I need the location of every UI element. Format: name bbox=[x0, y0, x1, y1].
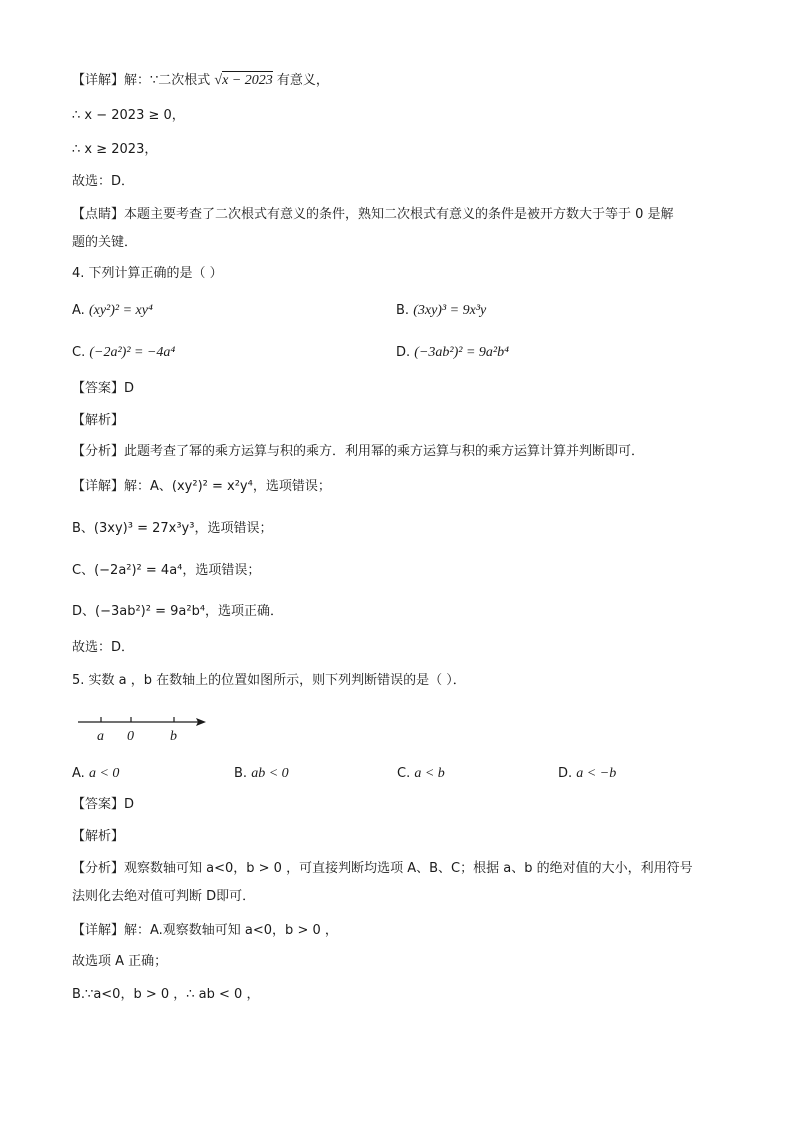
q4-option-d bbox=[396, 344, 509, 362]
sqrt-expression: √x − 2023 bbox=[214, 73, 273, 88]
q4-choice: 故选：D． bbox=[72, 640, 135, 655]
question-5-stem: 5. 实数 a ，b 在数轴上的位置如图所示，则下列判断错误的是（ ）． bbox=[72, 673, 466, 688]
q5-analysis-line-1: 【分析】观察数轴可知 a<0，b > 0 ，可直接判断均选项 A、B、C；根据 a、b 的绝对值的大小，利用符号 bbox=[72, 861, 693, 876]
option-expr: ab < 0 bbox=[251, 766, 289, 781]
step-line-1: ∴ x − 2023 ≥ 0， bbox=[72, 108, 185, 123]
option-expr: (−3ab²)² = 9a²b⁴ bbox=[414, 345, 509, 360]
option-expr: a < b bbox=[414, 766, 445, 781]
q5-analysis-heading: 【解析】 bbox=[72, 829, 125, 844]
option-expr: a < 0 bbox=[88, 766, 120, 781]
q5-option-b bbox=[234, 765, 289, 783]
label-a: a bbox=[97, 729, 104, 744]
q5-answer: 【答案】D bbox=[72, 797, 135, 812]
q5-detail-a-conclusion: 故选项 A 正确； bbox=[72, 954, 168, 969]
q5-option-a bbox=[72, 765, 119, 783]
radicand: x − 2023 bbox=[222, 73, 273, 88]
detail-text: 【详解】解：∵二次根式 bbox=[72, 73, 211, 88]
q5-analysis-line-2: 法则化去绝对值可判断 D即可． bbox=[72, 889, 256, 904]
q4-detail-c: C、(−2a²)² = 4a⁴，选项错误； bbox=[72, 563, 261, 578]
q5-option-d bbox=[558, 765, 616, 783]
option-label: B. bbox=[396, 303, 410, 318]
question-4-stem: 4. 下列计算正确的是（ ） bbox=[72, 266, 223, 281]
q4-detail-d: D、(−3ab²)² = 9a²b⁴，选项正确． bbox=[72, 604, 284, 619]
q5-detail-a: 【详解】解：A.观察数轴可知 a<0，b > 0 ， bbox=[72, 923, 338, 938]
step-line-2: ∴ x ≥ 2023， bbox=[72, 142, 158, 157]
number-line-figure bbox=[72, 710, 222, 746]
q5-detail-b: B.∵a<0，b > 0 ，∴ ab < 0 ， bbox=[72, 987, 260, 1002]
option-label: A. bbox=[72, 303, 85, 318]
option-label: B. bbox=[234, 766, 248, 781]
comment-line-1: 【点睛】本题主要考查了二次根式有意义的条件，熟知二次根式有意义的条件是被开方数大于等于 0 是解 bbox=[72, 207, 674, 222]
option-expr: (3xy)³ = 9x³y bbox=[413, 303, 487, 318]
q5-option-c bbox=[397, 765, 445, 783]
option-label: D. bbox=[558, 766, 573, 781]
q4-option-a bbox=[72, 302, 153, 320]
q4-detail-a: 【详解】解：A、(xy²)² = x²y⁴，选项错误； bbox=[72, 479, 331, 494]
label-zero: 0 bbox=[127, 729, 134, 744]
detail-line-1 bbox=[72, 72, 329, 90]
q4-analysis-heading: 【解析】 bbox=[72, 413, 125, 428]
option-expr: a < −b bbox=[576, 766, 617, 781]
q4-option-b bbox=[396, 302, 486, 320]
option-label: A. bbox=[72, 766, 85, 781]
detail-tail: 有意义， bbox=[276, 73, 329, 88]
option-label: D. bbox=[396, 345, 411, 360]
option-label: C. bbox=[72, 345, 86, 360]
q4-option-c bbox=[72, 344, 175, 362]
option-expr: (−2a²)² = −4a⁴ bbox=[89, 345, 176, 360]
answer-choice-line: 故选：D． bbox=[72, 174, 135, 189]
q4-detail-b: B、(3xy)³ = 27x³y³，选项错误； bbox=[72, 521, 273, 536]
label-b: b bbox=[170, 729, 177, 744]
q4-answer: 【答案】D bbox=[72, 381, 135, 396]
option-label: C. bbox=[397, 766, 411, 781]
q4-analysis: 【分析】此题考查了幂的乘方运算与积的乘方．利用幂的乘方运算与积的乘方运算计算并判断即可． bbox=[72, 444, 645, 459]
option-expr: (xy²)² = xy⁴ bbox=[88, 303, 153, 318]
comment-line-2: 题的关键． bbox=[72, 235, 138, 250]
